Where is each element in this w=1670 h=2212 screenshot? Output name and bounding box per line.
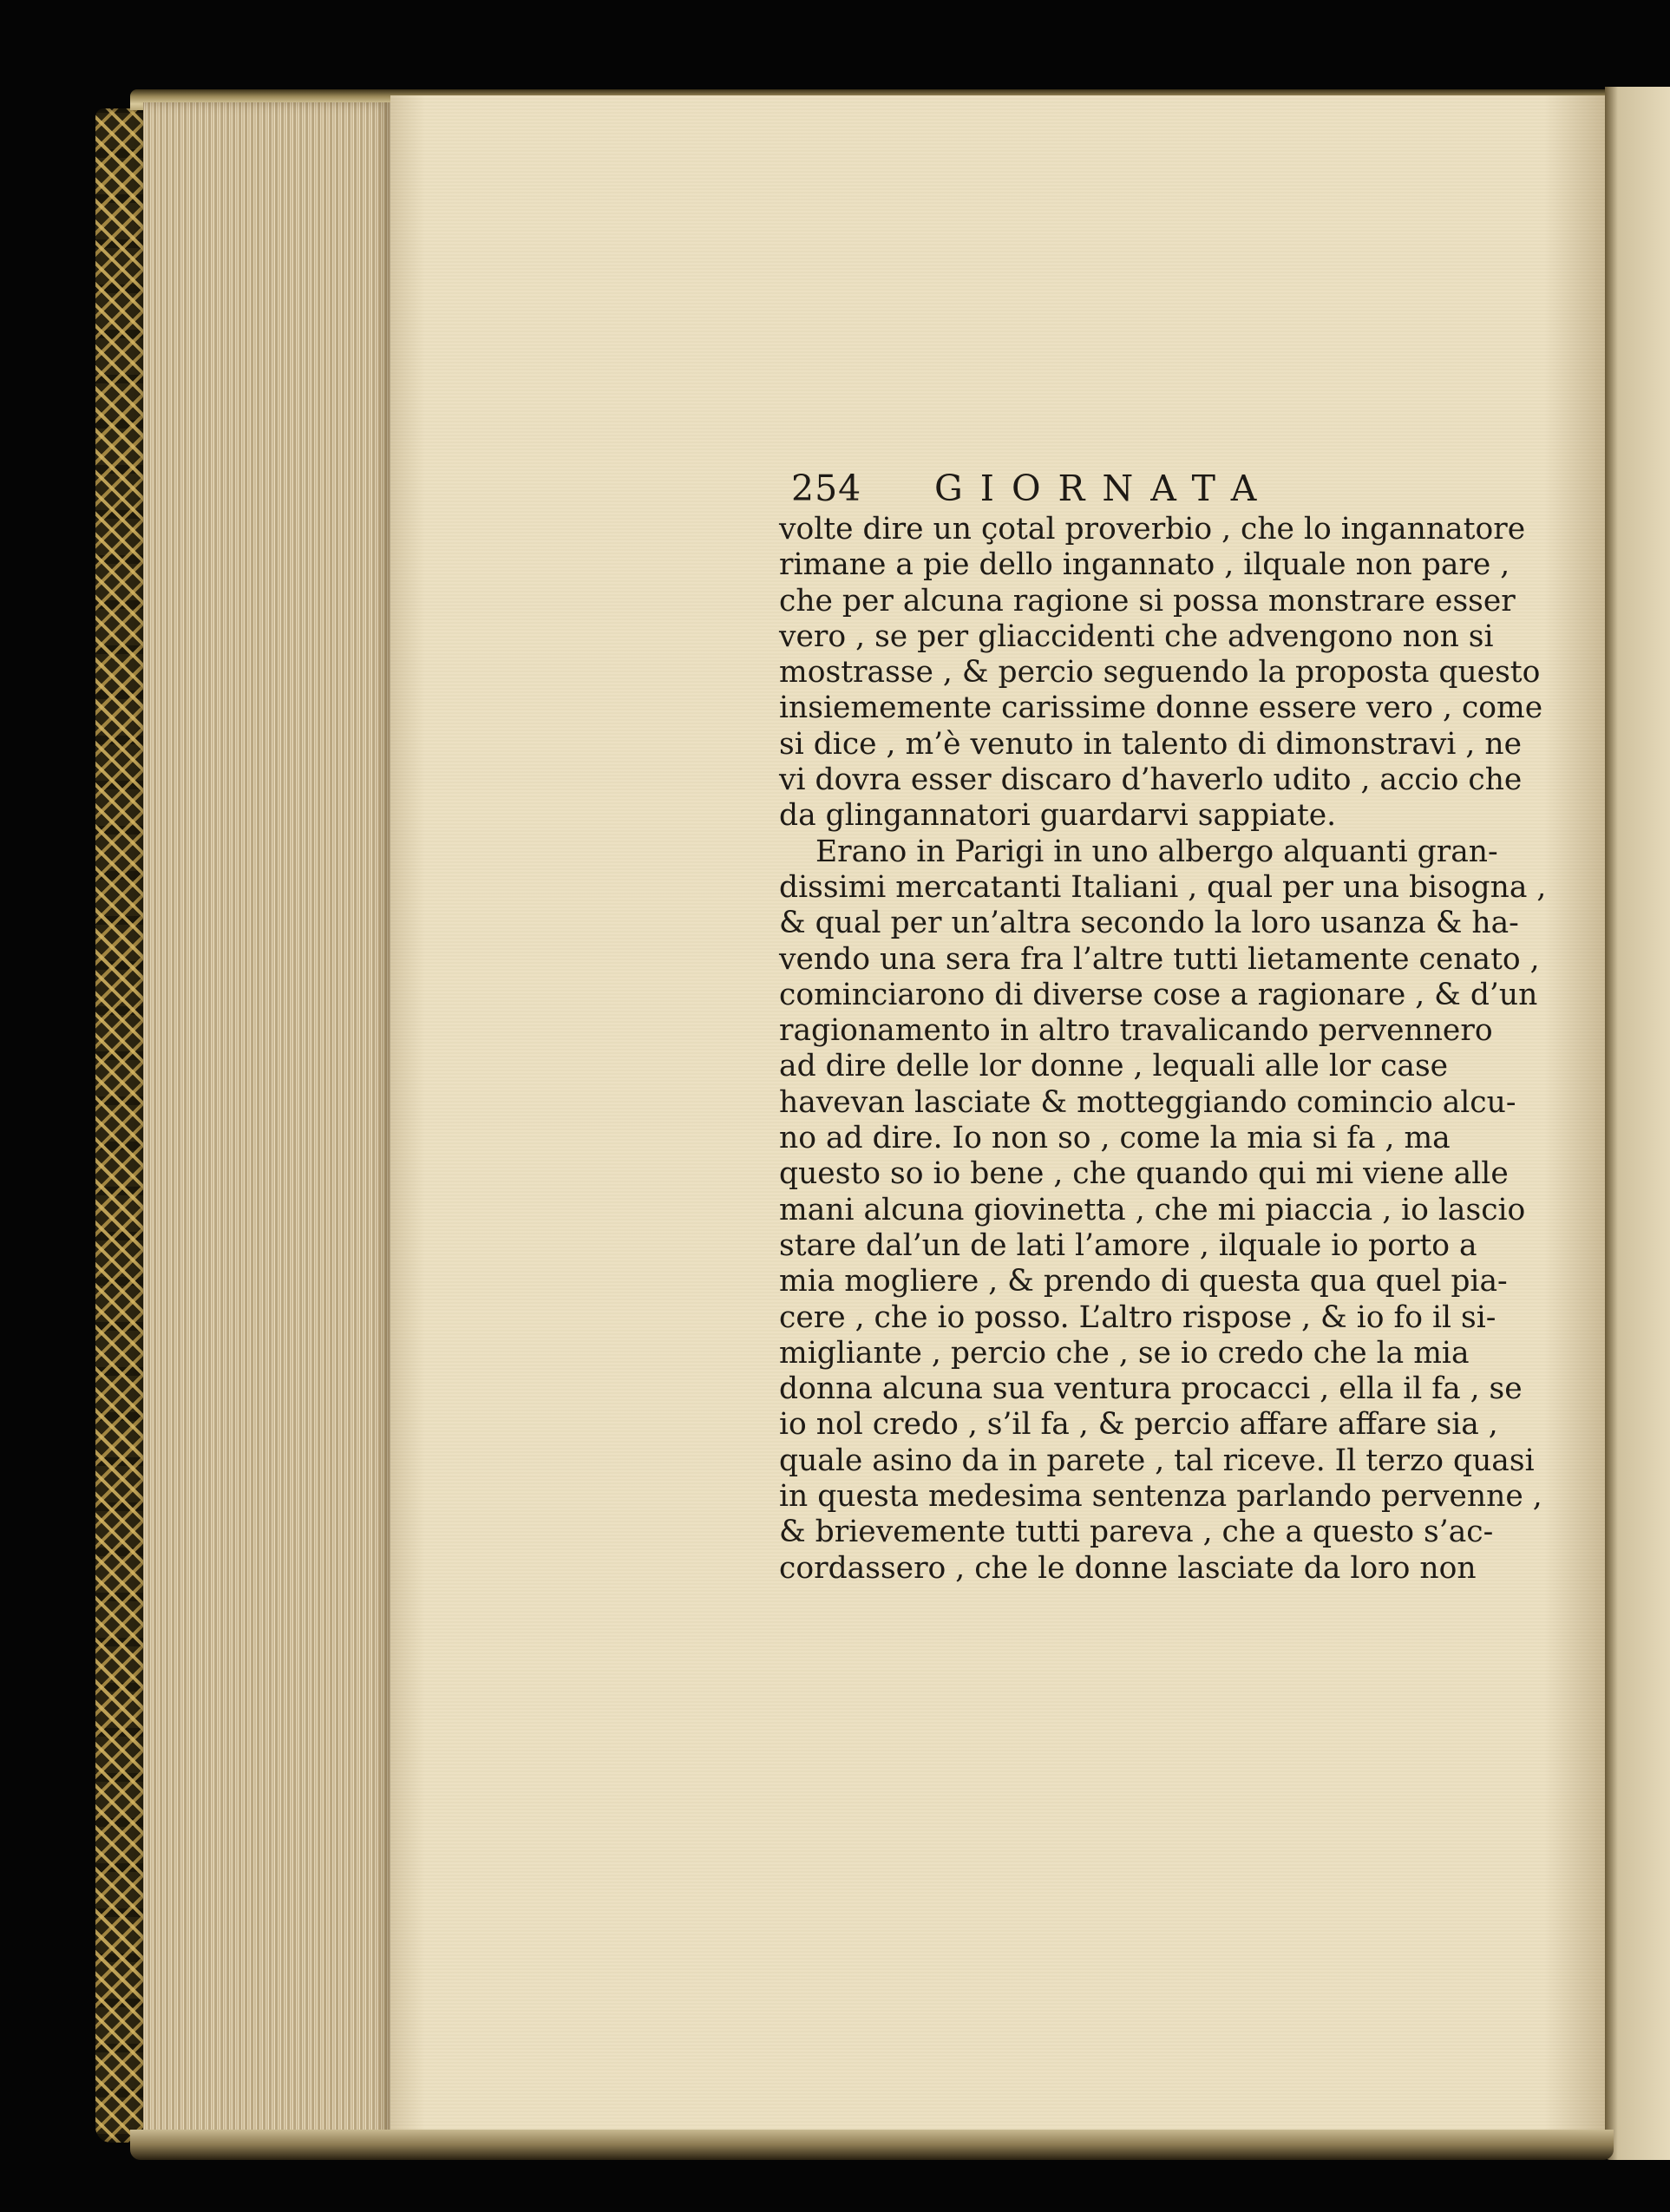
facing-page-edge bbox=[1605, 87, 1670, 2160]
text-line: donna alcuna sua ventura procacci , ella il fa , se bbox=[779, 1371, 1523, 1407]
page-header bbox=[791, 467, 1416, 510]
page-number: 254 bbox=[791, 468, 862, 509]
text-line: questo so io bene , che quando qui mi viene alle bbox=[779, 1156, 1509, 1192]
text-line: insiememente carissime donne essere vero , come bbox=[779, 690, 1543, 726]
text-line: migliante , percio che , se io credo che la mia bbox=[779, 1335, 1470, 1371]
text-line: vendo una sera fra l’altre tutti lietamente cenato , bbox=[779, 941, 1540, 977]
paragraph-first-line: Erano in Parigi in uno albergo alquanti gran- bbox=[815, 834, 1498, 869]
text-line: stare dal’un de lati l’amore , ilquale io porto a bbox=[779, 1227, 1477, 1263]
body-text bbox=[779, 512, 1547, 1587]
text-line: & qual per un’altra secondo la loro usanza & ha- bbox=[779, 906, 1519, 941]
running-head: GIORNATA bbox=[934, 468, 1274, 509]
text-line: vi dovra esser discaro d’haverlo udito , accio che bbox=[779, 762, 1523, 798]
text-line: io nol credo , s’il fa , & percio affare affare sia , bbox=[779, 1407, 1498, 1443]
text-line: havevan lasciate & motteggiando comincio alcu- bbox=[779, 1084, 1516, 1120]
text-line: volte dire un çotal proverbio , che lo ingannatore bbox=[779, 512, 1526, 546]
text-line: che per alcuna ragione si possa monstrare esser bbox=[779, 583, 1516, 618]
text-line: mostrasse , & percio seguendo la proposta questo bbox=[779, 655, 1541, 690]
text-line: dissimi mercatanti Italiani , qual per una bisogna , bbox=[779, 869, 1547, 905]
text-line: ad dire delle lor donne , lequali alle lor case bbox=[779, 1049, 1449, 1084]
text-line: cere , che io posso. L’altro rispose , & io fo il si- bbox=[779, 1299, 1496, 1335]
text-line: vero , se per gliaccidenti che advengono non si bbox=[779, 618, 1494, 654]
gilt-spine bbox=[95, 108, 149, 2143]
text-line: no ad dire. Io non so , come la mia si fa , ma bbox=[779, 1121, 1451, 1156]
text-line: cordassero , che le donne lasciate da loro non bbox=[779, 1550, 1477, 1586]
text-line: in questa medesima sentenza parlando pervenne , bbox=[779, 1479, 1542, 1515]
text-line: quale asino da in parete , tal riceve. Il terzo quasi bbox=[779, 1443, 1535, 1478]
text-line: ragionamento in altro travalicando pervennero bbox=[779, 1013, 1493, 1049]
book-bottom-edge bbox=[130, 2130, 1614, 2160]
text-line: si dice , m’è venuto in talento di dimonstravi , ne bbox=[779, 726, 1522, 762]
text-line: mani alcuna giovinetta , che mi piaccia , io lascio bbox=[779, 1192, 1526, 1227]
text-line: cominciarono di diverse cose a ragionare , & d’un bbox=[779, 977, 1538, 1012]
text-line: rimane a pie dello ingannato , ilquale non pare , bbox=[779, 547, 1510, 583]
text-line: & brievemente tutti pareva , che a questo s’ac- bbox=[779, 1515, 1494, 1550]
text-line: mia mogliere , & prendo di questa qua quel pia- bbox=[779, 1264, 1508, 1299]
page-edges bbox=[143, 102, 390, 2154]
text-line: da glingannatori guardarvi sappiate. bbox=[779, 798, 1337, 834]
